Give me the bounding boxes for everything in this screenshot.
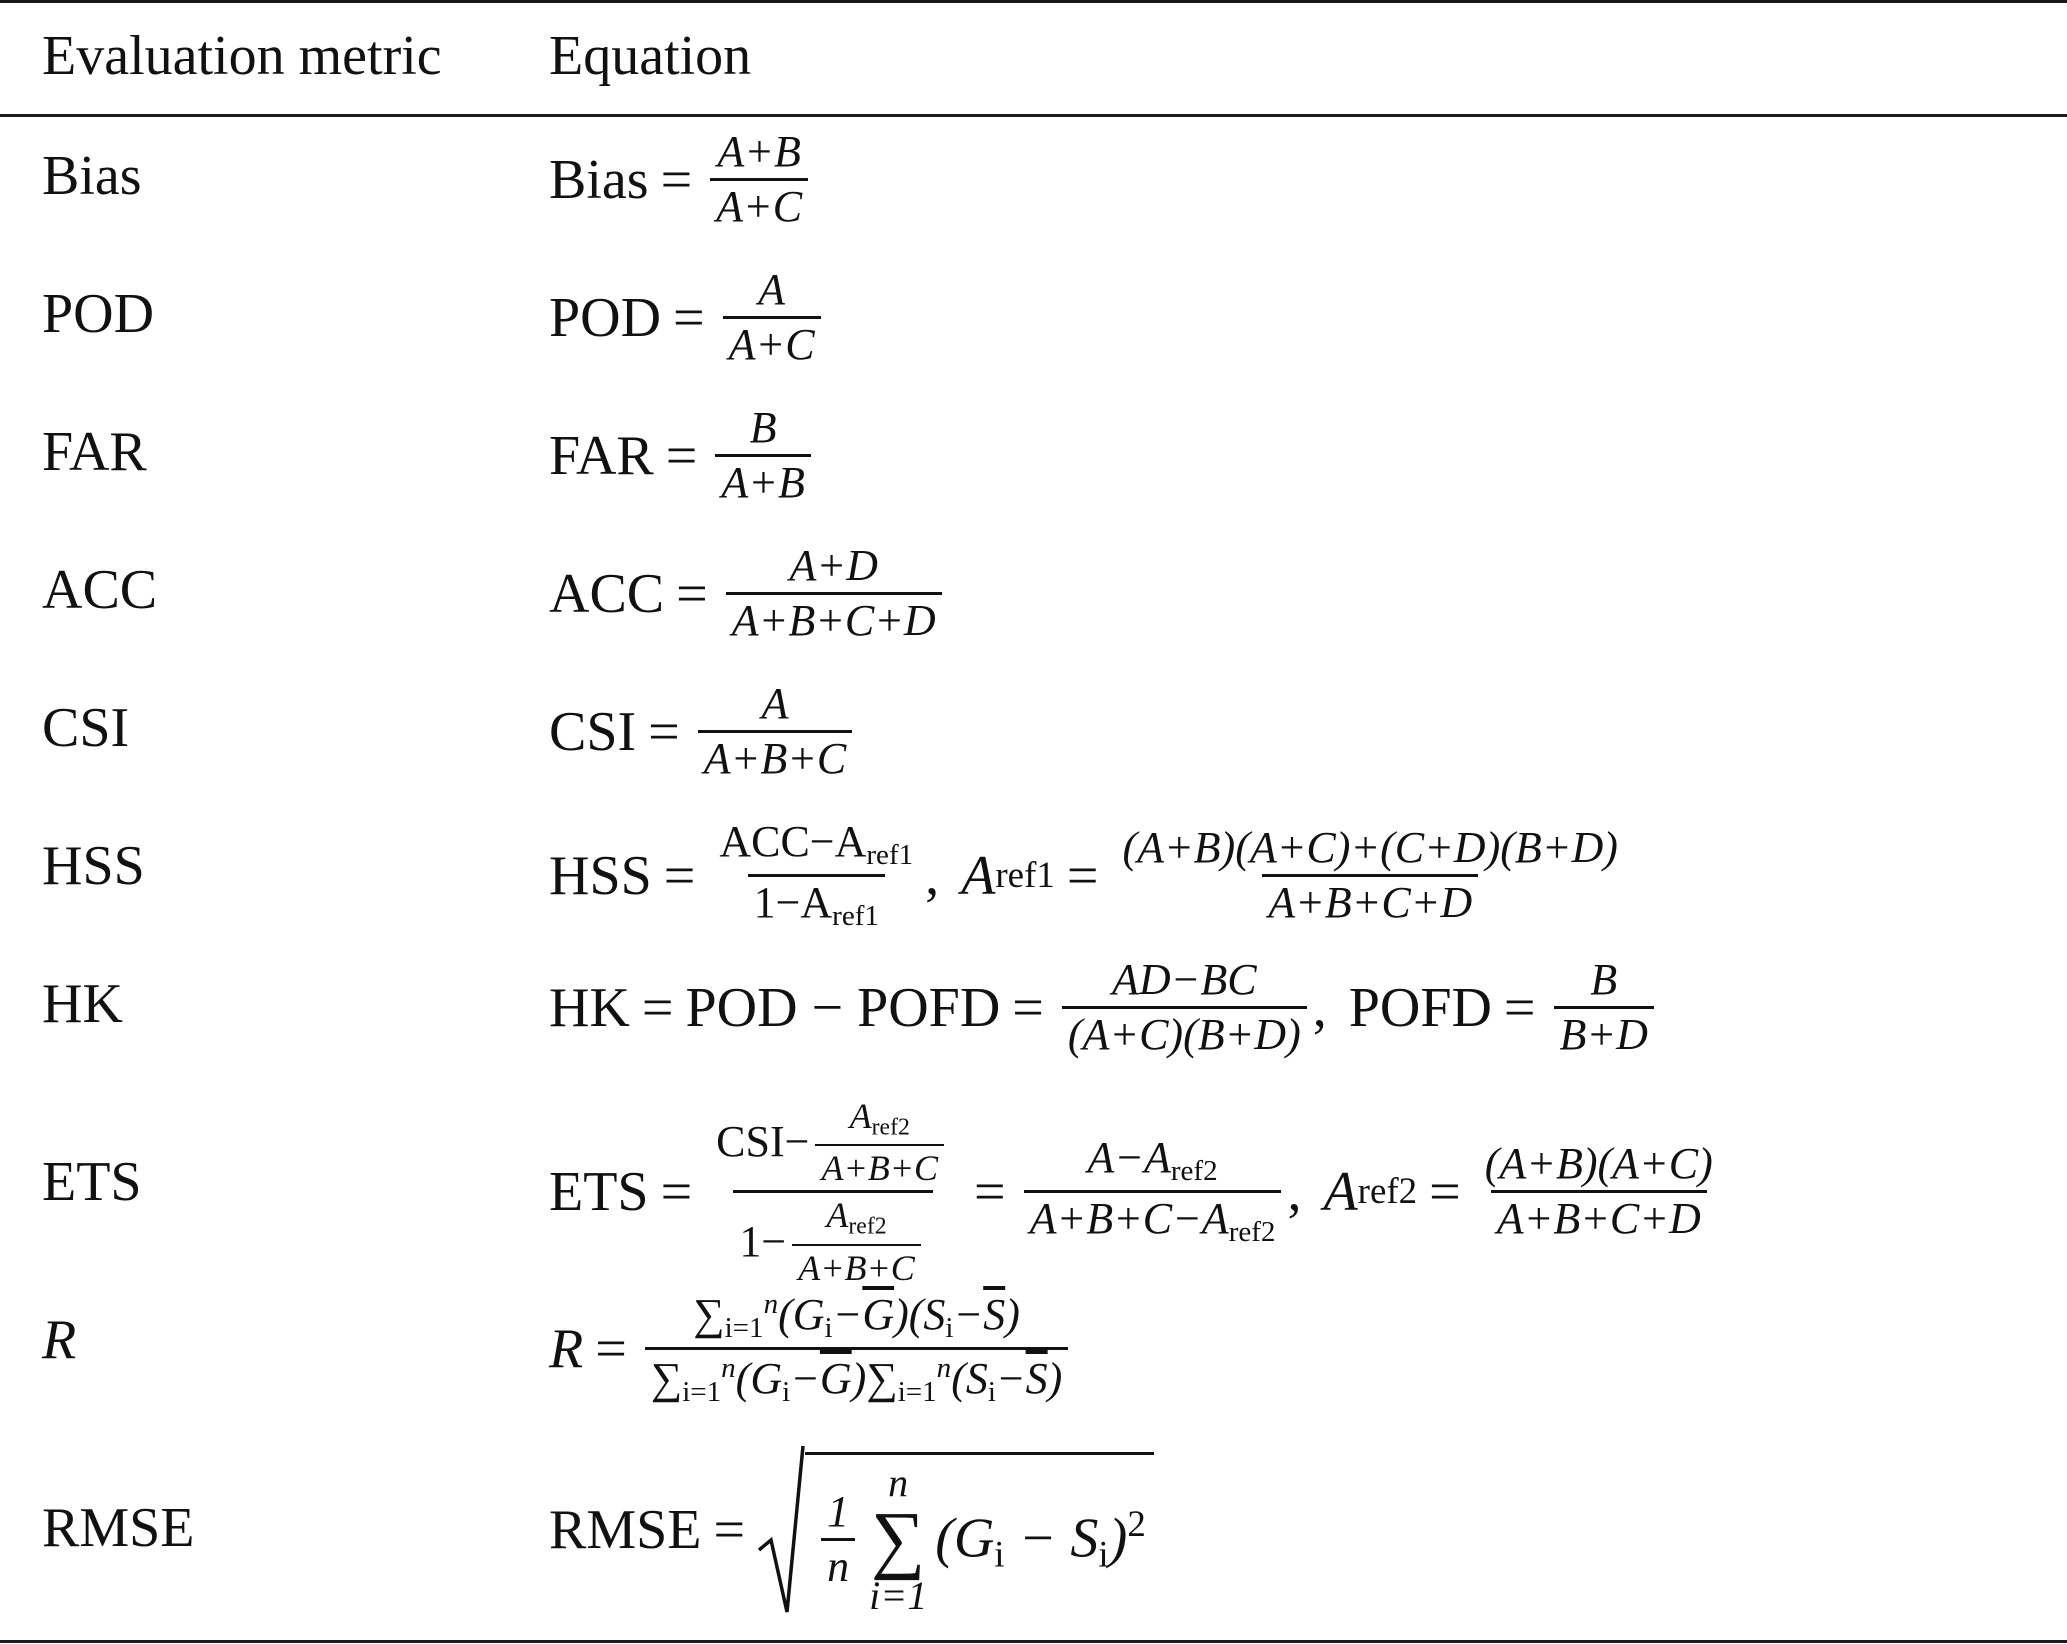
den-text: A+B+C−A [1029, 1194, 1229, 1244]
fraction-numerator [713, 817, 919, 874]
equation-lhs: R [549, 1317, 584, 1380]
metric-ets: ETS [42, 1151, 142, 1213]
fraction-denominator: A+B+C [698, 730, 852, 781]
inner-numerator [820, 1197, 892, 1243]
fraction-numerator [710, 1098, 956, 1190]
equation-lhs: HSS [549, 844, 652, 907]
fraction-numerator: $\sum_{i=1}^n(G_i-\overline{G})(S_i-\overline{S})$ [693, 1288, 1020, 1345]
bottom-rule [0, 1640, 2067, 1643]
fraction [1116, 823, 1623, 928]
subscript: ref2 [1170, 1155, 1218, 1188]
equation-lhs: ACC [549, 562, 665, 625]
equation-hss: HSS = $\frac{ACC-A_{ref1}}{1-A_{ref1}}$ , A ref1 = $\frac{(A+B)(A+C)+(C+D)(B+D)}{A+B+C+D}$ [549, 820, 1630, 931]
fraction [1554, 955, 1654, 1059]
fraction-numerator: A+B [717, 127, 801, 176]
fraction-denominator: A+C [723, 316, 821, 367]
fraction-numerator: (A+B)(A+C) [1484, 1139, 1713, 1189]
equation-ets: ETS = CSI− $\frac{A_{ref2}}{A+B+C}$ 1− $\frac{A_{ref2}}{A+B+C}$ = $\frac{A-A_{ref2}}{A+B+C-A_{ref2}}$ , A ref2 = $\frac{(A+B)(A+C)}{A+B+C+D}$ [549, 1098, 1725, 1286]
inner-denominator: A+B+C [815, 1144, 944, 1186]
top-rule [0, 0, 2067, 3]
fraction-denominator: A+B [715, 454, 810, 505]
header-equation: Equation [549, 25, 752, 87]
equation-rmse: RMSE = $\frac{1}{n}$ n ∑ i=1 $(G_i - S_i)^2$ [549, 1440, 1154, 1620]
num-text: CSI− [716, 1117, 810, 1167]
ref-lhs: A [961, 844, 996, 907]
subscript: ref2 [848, 1214, 887, 1241]
metric-csi: CSI [42, 697, 130, 759]
equation-csi: CSI = $\frac{A}{A+B+C}$ [549, 682, 858, 781]
header-rule [0, 114, 2067, 117]
equation-lhs: CSI [549, 700, 637, 763]
fraction [726, 541, 942, 645]
fraction-numerator: A [758, 265, 786, 314]
fraction-numerator: (A+B)(A+C)+(C+D)(B+D) [1122, 823, 1618, 873]
metric-pod: POD [42, 283, 155, 345]
subscript: ref1 [995, 854, 1055, 896]
fraction [1479, 1139, 1719, 1244]
inner-fraction [815, 1096, 944, 1189]
fraction-denominator: A+B+C+D [726, 592, 942, 643]
inner-fraction [792, 1195, 921, 1288]
fraction [713, 817, 919, 933]
correlation-fraction [645, 1290, 1068, 1407]
ref-lhs: POFD [1348, 976, 1492, 1039]
subscript: ref1 [866, 839, 914, 872]
equation-bias: Bias = $\frac{A+B}{A+C}$ [549, 130, 814, 229]
fraction [1062, 955, 1307, 1059]
metric-rmse: RMSE [42, 1497, 195, 1559]
compound-fraction [710, 1098, 956, 1286]
metric-far: FAR [42, 421, 147, 483]
den-text: 1−A [753, 878, 833, 928]
fraction [1024, 1133, 1282, 1249]
den-text: 1− [739, 1216, 787, 1266]
equation-lhs: ETS [549, 1160, 649, 1223]
equation-lhs: RMSE [549, 1499, 702, 1561]
header-evaluation-metric: Evaluation metric [42, 25, 442, 87]
equation-hk: HK = POD − POFD = $\frac{AD-BC}{(A+C)(B+D)}$ , POFD = $\frac{B}{B+D}$ [549, 958, 1660, 1057]
fraction-denominator: A+B+C+D [1262, 874, 1478, 925]
summation: n ∑ i=1 [869, 1460, 928, 1618]
equation-lhs: FAR [549, 424, 654, 487]
num-text: A−A [1087, 1133, 1171, 1183]
inner-num-text: A [849, 1096, 872, 1136]
equation-mid: POD − POFD [685, 976, 1001, 1039]
fraction-denominator [1024, 1190, 1282, 1247]
square-root [757, 1440, 1154, 1620]
metric-bias: Bias [42, 145, 142, 207]
fraction-numerator [1081, 1133, 1223, 1190]
subscript: ref1 [832, 900, 879, 933]
subscript: ref2 [871, 1114, 910, 1141]
fraction [710, 127, 808, 231]
fraction-denominator [748, 874, 885, 931]
fraction-numerator: A [761, 679, 789, 728]
fraction-denominator: A+B+C+D [1491, 1190, 1707, 1241]
inner-numerator [844, 1098, 916, 1144]
radicand: $\frac{1}{n}$ n ∑ i=1 $(G_i - S_i)^2$ [805, 1452, 1154, 1615]
fraction [723, 265, 821, 369]
inner-num-text: A [826, 1195, 849, 1236]
equation-acc: ACC = $\frac{A+D}{A+B+C+D}$ [549, 544, 948, 643]
fraction-denominator: A+C [710, 178, 808, 229]
fraction-denominator [733, 1190, 932, 1288]
equation-r: R = $\frac{\sum_{i=1}^n(G_i-\overline{G})(S_i-\overline{S})}{\sum_{i=1}^n(G_i-\overline{G})\sum_{i=1}^n(S_i-\overline{S})}$ [549, 1290, 1074, 1407]
one-over-n: $\frac{1}{n}$ [821, 1490, 855, 1589]
fraction-numerator: A+D [789, 541, 878, 590]
subscript: ref2 [1357, 1170, 1418, 1212]
fraction-denominator: B+D [1554, 1006, 1654, 1057]
equation-far: FAR = $\frac{B}{A+B}$ [549, 406, 817, 505]
fraction-denominator: $\sum_{i=1}^n(G_i-\overline{G})\sum_{i=1}^n(S_i-\overline{S})$ [645, 1347, 1068, 1407]
fraction-numerator: B [1590, 955, 1618, 1004]
metric-hk: HK [42, 973, 123, 1035]
metric-acc: ACC [42, 559, 158, 621]
inner-denominator: A+B+C [792, 1244, 921, 1286]
fraction-numerator: AD−BC [1112, 955, 1257, 1004]
metric-hss: HSS [42, 835, 145, 897]
fraction [715, 403, 810, 507]
equation-lhs: HK [549, 976, 630, 1039]
equation-lhs: POD [549, 286, 662, 349]
radical-sign-icon [757, 1440, 805, 1620]
fraction-denominator: (A+C)(B+D) [1062, 1006, 1307, 1057]
fraction-numerator: B [749, 403, 777, 452]
subscript: ref2 [1228, 1216, 1276, 1249]
metric-r: R [42, 1309, 77, 1371]
equation-lhs: Bias [549, 148, 649, 211]
ref-lhs: A [1323, 1160, 1358, 1223]
equation-pod: POD = $\frac{A}{A+C}$ [549, 268, 827, 367]
num-text: ACC−A [719, 817, 867, 866]
